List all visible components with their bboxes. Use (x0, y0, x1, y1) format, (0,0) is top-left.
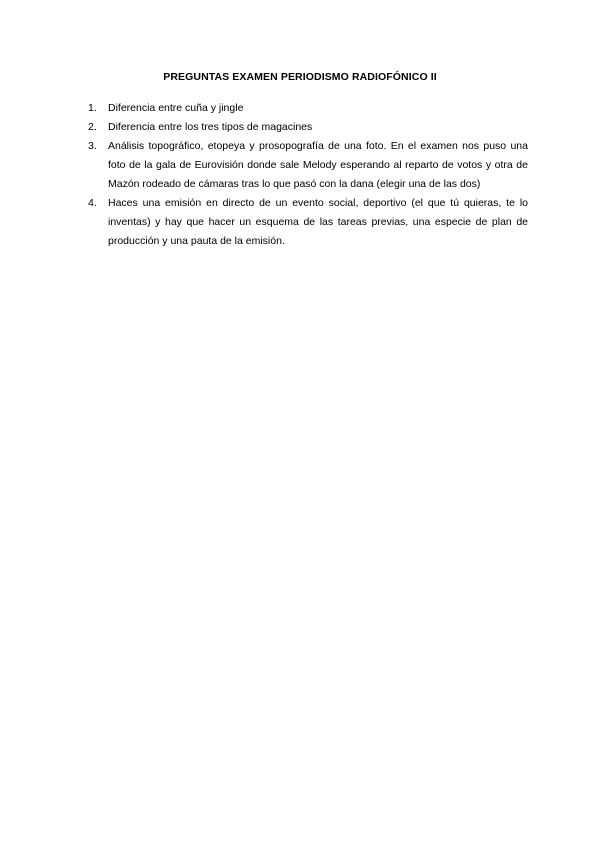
question-item-3 (88, 137, 528, 194)
document-title: PREGUNTAS EXAMEN PERIODISMO RADIOFÓNICO II (163, 71, 437, 83)
question-number: 1. (88, 102, 97, 114)
question-number: 2. (88, 121, 97, 133)
question-text: Diferencia entre los tres tipos de magacines (108, 121, 313, 133)
question-item-1 (88, 99, 528, 118)
question-text: Haces una emisión en directo de un evento social, deportivo (el que tú quieras, te lo inventas) y hay que hacer un esquema de las tareas previas, una especie de plan de producción y una pauta de la emisión. (108, 197, 528, 247)
question-item-2 (88, 118, 528, 137)
question-text: Diferencia entre cuña y jingle (108, 102, 244, 114)
question-number: 4. (88, 197, 97, 209)
question-text: Análisis topográfico, etopeya y prosopografía de una foto. En el examen nos puso una foto de la gala de Eurovisión donde sale Melody esperando al reparto de votos y otra de Mazón rodeado de cámaras tras lo que pasó con la dana (elegir una de las dos) (108, 140, 528, 190)
question-number: 3. (88, 140, 97, 152)
question-item-4 (88, 194, 528, 251)
question-list (88, 99, 528, 251)
